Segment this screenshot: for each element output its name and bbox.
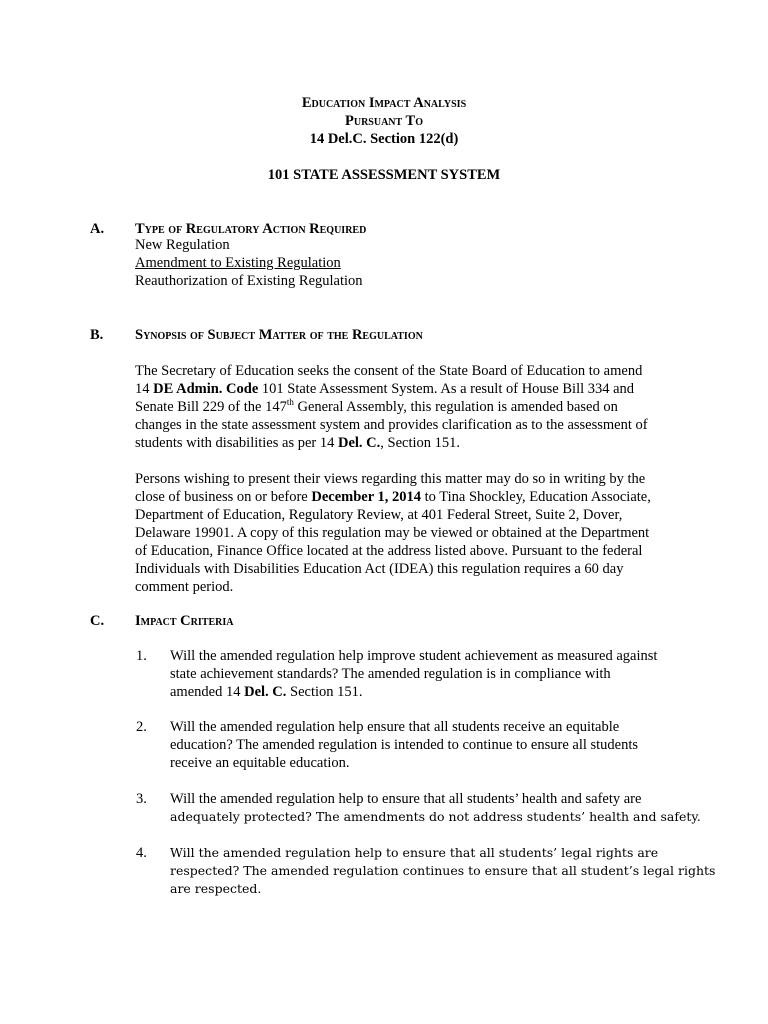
criterion-line [170, 683, 690, 701]
synopsis-line [135, 434, 685, 452]
criterion-line: receive an equitable education. [170, 755, 350, 771]
title-line-2: Pursuant To [344, 113, 423, 129]
criterion-line: are respected. [170, 881, 262, 896]
option-new-regulation: New Regulation [135, 237, 230, 253]
criterion-2 [170, 718, 690, 772]
section-a-options [135, 236, 685, 290]
text-run: 14 [135, 381, 154, 397]
deadline-date: December 1, 2014 [311, 489, 422, 505]
synopsis-line: Department of Education, Regulatory Review, at 401 Federal Street, Suite 2, Dover, [135, 507, 623, 523]
option-amendment: Amendment to Existing Regulation [135, 255, 341, 271]
synopsis-line: Individuals with Disabilities Education Act (IDEA) this regulation requires a 60 day [135, 561, 624, 577]
synopsis-line: Delaware 19901. A copy of this regulation may be viewed or obtained at the Department [135, 525, 650, 541]
code-citation: Del. C. [337, 435, 381, 451]
criterion-4 [170, 844, 716, 898]
criterion-number: 4. [136, 845, 147, 861]
criterion-number: 2. [136, 719, 147, 735]
criterion-line: respected? The amended regulation continues to ensure that all student’s legal rights [170, 863, 716, 878]
ordinal-suffix: th [286, 397, 294, 408]
option-reauthorization: Reauthorization of Existing Regulation [135, 273, 363, 289]
text-run: amended 14 [170, 684, 245, 700]
synopsis-line [135, 488, 685, 506]
synopsis-line: comment period. [135, 579, 234, 595]
synopsis-line: of Education, Finance Office located at the address listed above. Pursuant to the federal [135, 543, 643, 559]
document-subtitle: 101 STATE ASSESSMENT SYSTEM [267, 167, 501, 183]
synopsis-line [135, 398, 685, 416]
synopsis-paragraph-2 [135, 470, 685, 596]
section-a-letter: A. [90, 221, 105, 237]
criterion-number: 1. [136, 648, 147, 664]
document-title [0, 94, 768, 148]
section-b-title: Synopsis of Subject Matter of the Regulation [135, 327, 423, 343]
text-run: , Section 151. [380, 435, 461, 451]
text-run: Senate Bill 229 of the 147 [135, 399, 287, 415]
criterion-line: state achievement standards? The amended regulation is in compliance with [170, 666, 611, 682]
synopsis-line: Persons wishing to present their views regarding this matter may do so in writing by the [135, 471, 646, 487]
section-b-letter: B. [90, 327, 104, 343]
synopsis-paragraph-1 [135, 362, 685, 452]
text-run: students with disabilities as per 14 [135, 435, 338, 451]
text-run: General Assembly, this regulation is amended based on [293, 399, 618, 415]
code-citation: DE Admin. Code [153, 381, 259, 397]
criterion-line: Will the amended regulation help to ensure that all students’ legal rights are [170, 845, 659, 860]
criterion-line: Will the amended regulation help ensure that all students receive an equitable [170, 719, 620, 735]
synopsis-line [135, 380, 685, 398]
text-run: to Tina Shockley, Education Associate, [421, 489, 651, 505]
code-citation: Del. C. [244, 684, 287, 700]
criterion-line: adequately protected? The amendments do not address students’ health and safety. [170, 809, 701, 824]
section-a-title: Type of Regulatory Action Required [135, 221, 367, 237]
title-line-3: 14 Del.C. Section 122(d) [309, 131, 459, 147]
section-c-letter: C. [90, 613, 105, 629]
title-line-1: Education Impact Analysis [301, 95, 467, 111]
criterion-line: Will the amended regulation help improve student achievement as measured against [170, 648, 658, 664]
synopsis-line: The Secretary of Education seeks the consent of the State Board of Education to amend [135, 363, 643, 379]
criterion-line: Will the amended regulation help to ensure that all students’ health and safety are [170, 791, 642, 807]
synopsis-line: changes in the state assessment system and provides clarification as to the assessment of [135, 417, 648, 433]
criterion-number: 3. [136, 791, 147, 807]
criterion-line: education? The amended regulation is intended to continue to ensure all students [170, 737, 639, 753]
criterion-1 [170, 647, 690, 701]
criterion-3 [170, 790, 701, 826]
section-c-title: Impact Criteria [135, 613, 234, 629]
text-run: 101 State Assessment System. As a result of House Bill 334 and [258, 381, 635, 397]
text-run: Section 151. [286, 684, 363, 700]
text-run: close of business on or before [135, 489, 312, 505]
